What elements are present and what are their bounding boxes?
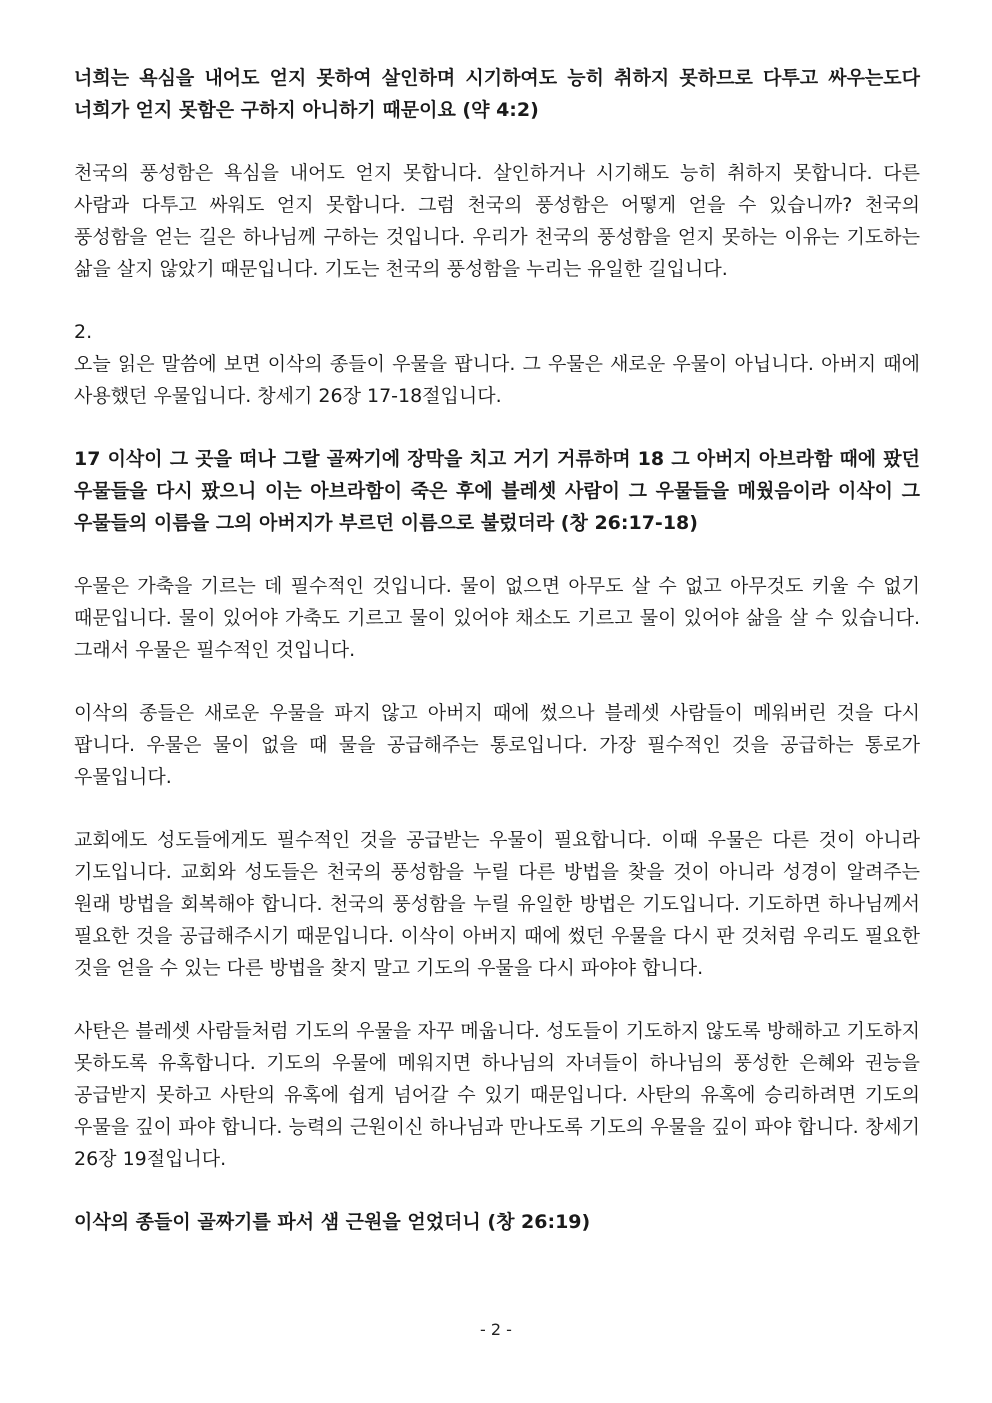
document-body [74,62,920,1269]
bible-verse-james-4-2: 너희는 욕심을 내어도 얻지 못하여 살인하며 시기하여도 능히 취하지 못하므로 다투고 싸우는도다 너희가 얻지 못함은 구하지 아니하기 때문이요 (약 4:2) [74,67,920,121]
section-number: 2. [74,321,93,343]
page-number: - 2 - [480,1320,512,1339]
body-paragraph: 교회에도 성도들에게도 필수적인 것을 공급받는 우물이 필요합니다. 이때 우물은 다른 것이 아니라 기도입니다. 교회와 성도들은 천국의 풍성함을 누릴 다른 방법을 찾을 것이 아니라 성경이 알려주는 원래 방법을 회복해야 합니다. 천국의 풍성함을 누릴 유일한 방법은 기도입니다. 기도하면 하나님께서 필요한 것을 공급해주시기 때문입니다. 이삭이 아버지 때에 썼던 우물을 다시 판 것처럼 우리도 필요한 것을 얻을 수 있는 다른 방법을 찾지 말고 기도의 우물을 다시 파야야 합니다. [74,829,920,979]
bible-verse-genesis-26-19: 이삭의 종들이 골짜기를 파서 샘 근원을 얻었더니 (창 26:19) [74,1211,591,1233]
body-paragraph: 오늘 읽은 말씀에 보면 이삭의 종들이 우물을 팝니다. 그 우물은 새로운 우물이 아닙니다. 아버지 때에 사용했던 우물입니다. 창세기 26장 17-18절입니다. [74,353,920,407]
body-paragraph: 우물은 가축을 기르는 데 필수적인 것입니다. 물이 없으면 아무도 살 수 없고 아무것도 키울 수 없기 때문입니다. 물이 있어야 가축도 기르고 물이 있어야 채소도 기르고 물이 있어야 삶을 살 수 있습니다. 그래서 우물은 필수적인 것입니다. [74,575,920,661]
body-paragraph: 천국의 풍성함은 욕심을 내어도 얻지 못합니다. 살인하거나 시기해도 능히 취하지 못합니다. 다른 사람과 다투고 싸워도 얻지 못합니다. 그럼 천국의 풍성함은 어떻게 얻을 수 있습니까? 천국의 풍성함을 얻는 길은 하나님께 구하는 것입니다. 우리가 천국의 풍성함을 얻지 못하는 이유는 기도하는 삶을 살지 않았기 때문입니다. 기도는 천국의 풍성함을 누리는 유일한 길입니다. [74,162,920,280]
body-paragraph: 사탄은 블레셋 사람들처럼 기도의 우물을 자꾸 메웁니다. 성도들이 기도하지 않도록 방해하고 기도하지 못하도록 유혹합니다. 기도의 우물에 메워지면 하나님의 자녀들이 하나님의 풍성한 은혜와 권능을 공급받지 못하고 사탄의 유혹에 쉽게 넘어갈 수 있기 때문입니다. 사탄의 유혹에 승리하려면 기도의 우물을 깊이 파야 합니다. 능력의 근원이신 하나님과 만나도록 기도의 우물을 깊이 파야 합니다. 창세기 26장 19절입니다. [74,1020,920,1170]
bible-verse-genesis-26-17-18: 17 이삭이 그 곳을 떠나 그랄 골짜기에 장막을 치고 거기 거류하며 18 그 아버지 아브라함 때에 팠던 우물들을 다시 팠으니 이는 아브라함이 죽은 후에 블레셋 사람이 그 우물들을 메웠음이라 이삭이 그 우물들의 이름을 그의 아버지가 부르던 이름으로 불렀더라 (창 26:17-18) [74,448,920,534]
body-paragraph: 이삭의 종들은 새로운 우물을 파지 않고 아버지 때에 썼으나 블레셋 사람들이 메워버린 것을 다시 팝니다. 우물은 물이 없을 때 물을 공급해주는 통로입니다. 가장 필수적인 것을 공급하는 통로가 우물입니다. [74,702,920,788]
